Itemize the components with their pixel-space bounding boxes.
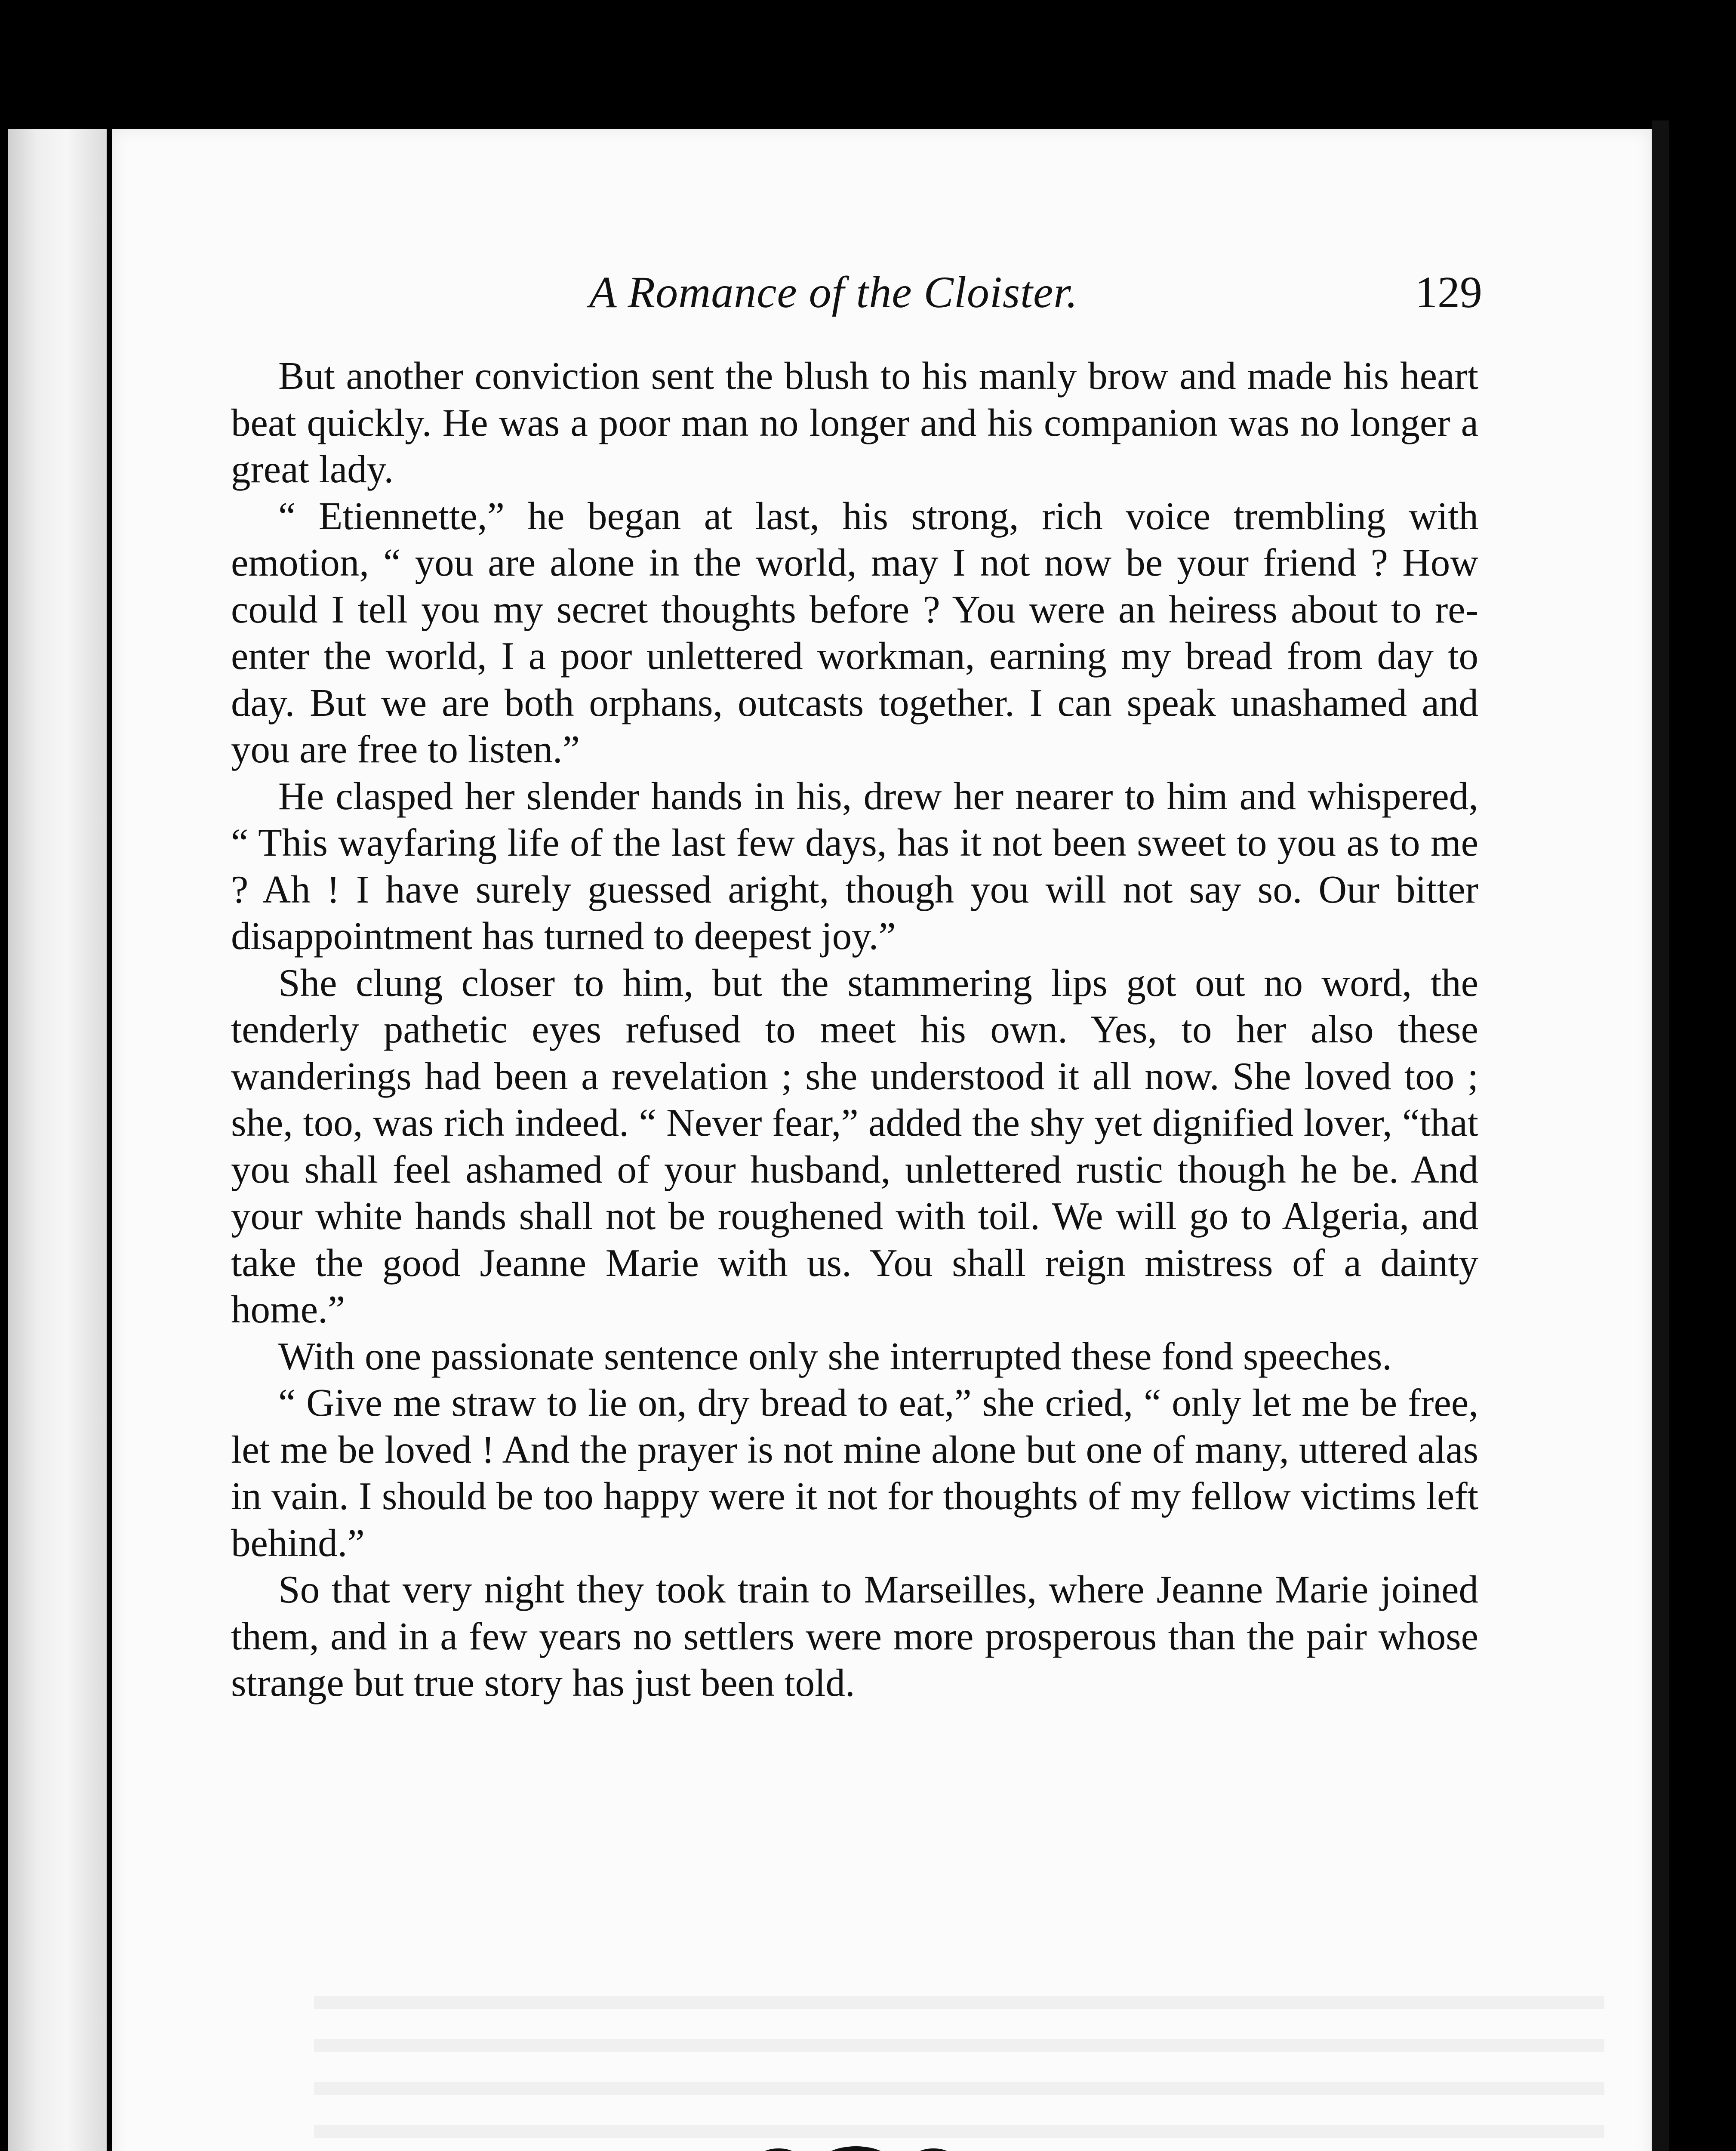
paragraph: “ Give me straw to lie on, dry bread to eat,” she cried, “ only let me be free, let me be loved ! And the prayer is not mine alone but one of many, uttered alas in vain. I should be too happy were it not for thoughts of my fellow victims left behind.” [231, 1381, 1478, 1565]
body-text [231, 353, 1478, 1707]
page-number: 129 [1415, 268, 1482, 317]
running-head [112, 262, 1652, 327]
page-edge-shadow [1652, 120, 1669, 2151]
paragraph: With one passionate sentence only she interrupted these fond speeches. [278, 1334, 1392, 1378]
paragraph: So that very night they took train to Marseilles, where Jeanne Marie joined them, and in a few years no settlers were more prosperous than the pair whose strange but true story has just been told. [231, 1568, 1478, 1704]
show-through-text [314, 1966, 1604, 2151]
paragraph: But another conviction sent the blush to his manly brow and made his heart beat quickly. He was a poor man no longer and his companion was no longer a great lady. [231, 354, 1478, 491]
paragraph: She clung closer to him, but the stammering lips got out no word, the tenderly pathetic eyes refused to meet his own. Yes, to her also these wanderings had been a revelation ; she understood it all now. She loved too ; she, too, was rich indeed. “ Never fear,” added the shy yet dignified lover, “that you shall feel ashamed of your husband, unlettered rustic though he be. And your white hands shall not be roughened with toil. We will go to Algeria, and take the good Jeanne Marie with us. You shall reign mistress of a dainty home.” [231, 961, 1478, 1331]
facing-page-edge [8, 129, 107, 2151]
scroll-ornament-icon [688, 2140, 1024, 2151]
running-title: A Romance of the Cloister. [589, 268, 1078, 317]
paragraph: He clasped her slender hands in his, drew her nearer to him and whispered, “ This wayfaring life of the last few days, has it not been sweet to you as to me ? Ah ! I have surely guessed aright, though you will not say so. Our bitter disappointment has turned to deepest joy.” [231, 774, 1478, 958]
paragraph: “ Etiennette,” he began at last, his strong, rich voice trembling with emotion, “ you are alone in the world, may I not now be your friend ? How could I tell you my secret thoughts before ? You were an heiress about to re-enter the world, I a poor unlettered workman, earning my bread from day to day. But we are both orphans, outcasts together. I can speak unashamed and you are free to listen.” [231, 494, 1478, 771]
